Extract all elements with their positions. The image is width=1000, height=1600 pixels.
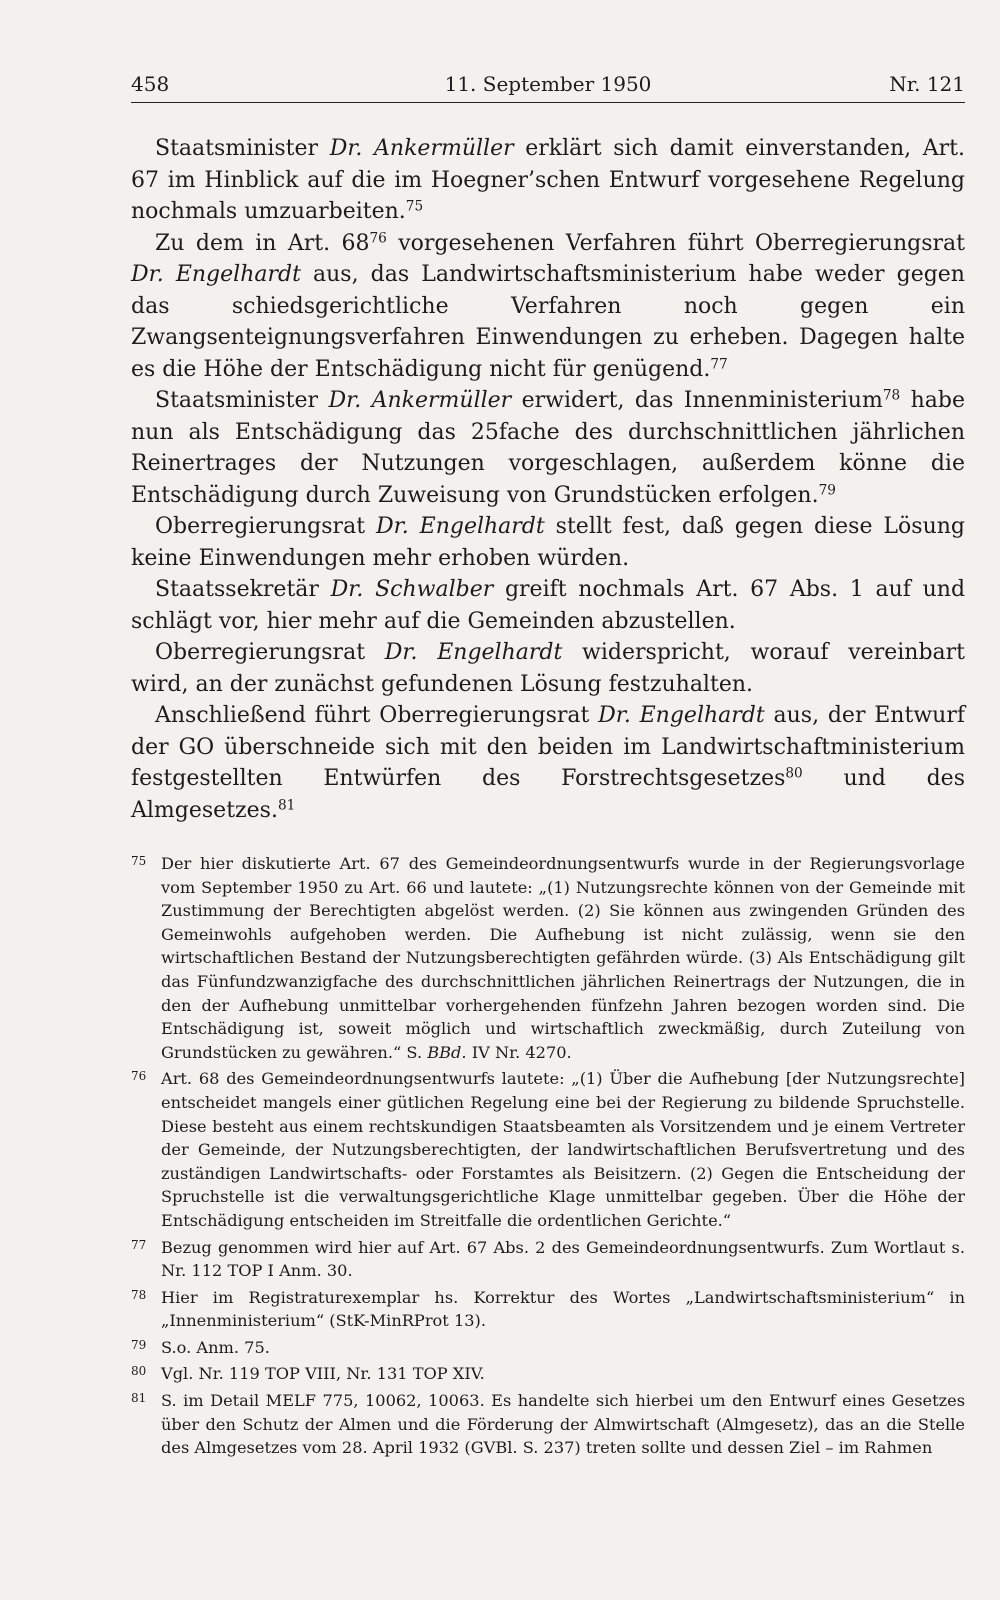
speaker-name: Dr. Engelhardt [375,514,545,539]
speaker-name: Dr. Engelhardt [384,640,563,665]
footnote: 80 Vgl. Nr. 119 TOP VIII, Nr. 131 TOP XIV. [131,1364,485,1384]
page-number: 458 [131,72,170,96]
footnote-ref: 76 [369,230,387,246]
footnote: 75 Der hier diskutierte Art. 67 des Gemeindeordnungsentwurfs wurde in der Regierungsvorlage vom September 1950 zu Art. 66 und lautete: „(1) Nutzungsrechte können von der Gemeinde mit Zustimmung der Berechtigten abgelöst werden. (2) Sie können aus zwingenden Gründen des Gemeinwohls aufgehoben werden. Die Aufhebung ist nicht zulässig, wenn sie den wirtschaftlichen Bestand der Nutzungsberechtigten gefährden würde. (3) Als Entschädigung gilt das Fünfundzwanzigfache des durchschnittlichen jährlichen Reinertrags der Nutzungen, die in den der Aufhebung unmittelbar vorhergehenden fünfzehn Jahren bezogen worden sind. Die Entschädigung ist, soweit möglich und wirtschaftlich zweckmäßig, durch Zuteilung von Grundstücken zu gewähren.“ S. BBd. IV Nr. 4270. [131,854,965,1062]
footnote-number: 80 [131,1364,147,1379]
paragraph-2: Zu dem in Art. $68^{76}$ vorgesehenen Verfahren führt Oberregierungsrat Dr. Engelhardt aus, das Landwirtschaftsministerium habe weder gegen das schiedsgerichtliche Verfahren noch gegen ein Zwangsenteignungsverfahren Einwendungen zu erheben. Dagegen halte es die Höhe der Entschädigung nicht für genügend.$^{77}$ [131,230,965,382]
footnote-number: 77 [131,1237,147,1252]
main-text [131,133,965,826]
paragraph-7: Anschließend führt Oberregierungsrat Dr. Engelhardt aus, der Entwurf der GO überschneide sich mit den beiden im Landwirtschaftministerium festgestellten Entwürfen des Forstrechtsgesetzes$^{80}$ und des Almgesetzes.$^{81}$ [131,703,965,823]
footnote-number: 75 [131,854,147,868]
protocol-number: Nr. 121 [889,72,965,96]
footnote-number: 78 [131,1287,147,1302]
footnote-ref: 81 [277,797,296,813]
footnote: 81 S. im Detail MELF 775, 10062, 10063. Es handelte sich hierbei um den Entwurf eines Gesetzes über den Schutz der Almen und die Förderung der Almwirtschaft (Almgesetz), das an die Stelle des Almgesetzes vom 28. April 1932 (GVBl. S. 237) treten sollte und dessen Ziel – im Rahmen [131,1391,965,1458]
footnote: 78 Hier im Registraturexemplar hs. Korrektur des Wortes „Landwirtschaftsministerium“ in „Innenministerium“ (StK-MinRProt 13). [131,1287,965,1331]
footnote-ref: 80 [785,765,803,782]
footnote-ref: 77 [710,356,728,372]
footnotes [131,852,965,1463]
footnote-ref: 75 [405,198,424,215]
footnote: 76 Art. 68 des Gemeindeordnungsentwurfs lautete: „(1) Über die Aufhebung [der Nutzungsrechte] entscheidet mangels einer gütlichen Regelung eine bei der Regierung zu bildende Spruchstelle. Diese besteht aus einem rechtskundigen Staatsbeamten als Vorsitzendem und je einem Vertreter der Gemeinde, der Nutzungsberechtigten, der landwirtschaftlichen Berufsvertretung und des zuständigen Landwirtschafts- oder Forstamtes als Beisitzern. (2) Gegen die Entscheidung der Spruchstelle ist die verwaltungsgerichtliche Klage unmittelbar gegeben. Über die Höhe der Entschädigung entscheiden im Streitfalle die ordentlichen Gerichte.“ [131,1069,965,1230]
speaker-name: Dr. Engelhardt [131,262,301,287]
speaker-name: Dr. Engelhardt [598,703,765,728]
page-header [131,70,965,103]
speaker-name: Dr. Schwalber [330,577,494,602]
footnote: 77 Bezug genommen wird hier auf Art. 67 Abs. 2 des Gemeindeordnungsentwurfs. Zum Wortlaut s. Nr. 112 TOP I Anm. 30. [131,1237,965,1281]
footnote-number: 76 [131,1069,147,1084]
session-date: 11. September 1950 [444,72,652,96]
footnote-ref: 78 [882,387,901,404]
paragraph-3: Staatsminister Dr. Ankermüller erwidert, das Innenministerium$^{78}$ habe nun als Entschädigung das 25fache des durchschnittlichen jährlichen Reinertrages der Nutzungen vorgeschlagen, außerdem könne die Entschädigung durch Zuweisung von Grundstücken erfolgen.$^{79}$ [131,387,965,508]
speaker-name: Dr. Ankermüller [328,388,512,413]
footnote-number: 81 [131,1391,147,1406]
speaker-name: Dr. Ankermüller [329,136,514,161]
paragraph-4: Oberregierungsrat Dr. Engelhardt stellt fest, daß gegen diese Lösung keine Einwendungen mehr erhoben würden. [131,514,965,571]
paragraph-6: Oberregierungsrat Dr. Engelhardt widerspricht, worauf vereinbart wird, an der zunächst gefundenen Lösung festzuhalten. [131,640,966,697]
footnote-number: 79 [131,1337,147,1352]
footnote: 79 S.o. Anm. 75. [131,1337,270,1357]
paragraph-1: Staatsminister Dr. Ankermüller erklärt sich damit einverstanden, Art. 67 im Hinblick auf die im Hoegner’schen Entwurf vorgesehene Regelung nochmals umzuarbeiten.$^{75}$ [131,136,965,224]
footnote-ref: 79 [818,482,836,498]
paragraph-5: Staatssekretär Dr. Schwalber greift nochmals Art. 67 Abs. 1 auf und schlägt vor, hier mehr auf die Gemeinden abzustellen. [131,577,966,634]
